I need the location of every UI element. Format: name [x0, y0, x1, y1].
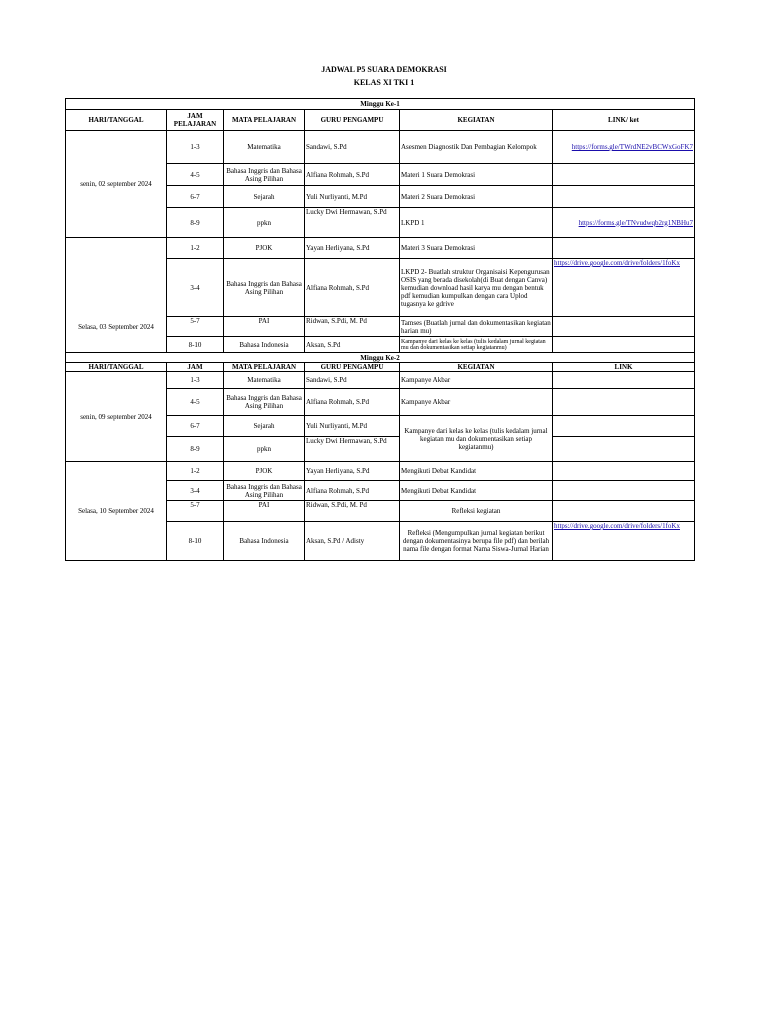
guru-cell: Aksan, S.Pd / Adisty	[305, 522, 400, 561]
mapel-cell: Bahasa Inggris dan Bahasa Asing Pilihan	[224, 481, 305, 501]
guru-cell: Lucky Dwi Hermawan, S.Pd	[305, 437, 400, 462]
link-cell	[553, 389, 695, 416]
link-cell	[553, 372, 695, 389]
mapel-cell: Bahasa Inggris dan Bahasa Asing Pilihan	[224, 164, 305, 186]
guru-cell: Aksan, S.Pd	[305, 337, 400, 353]
link-cell	[553, 462, 695, 481]
drive-folder-link[interactable]: https://drive.google.com/drive/folders/1foKx	[554, 522, 680, 530]
mapel-cell: Bahasa Inggris dan Bahasa Asing Pilihan	[224, 389, 305, 416]
guru-cell: Alfiana Rohmah, S.Pd	[305, 164, 400, 186]
kegiatan-cell: Asesmen Diagnostik Dan Pembagian Kelompok	[400, 131, 553, 164]
header-guru-pengampu: GURU PENGAMPU	[305, 363, 400, 372]
drive-folder-link[interactable]: https://drive.google.com/drive/folders/1foKx	[554, 259, 680, 267]
link-cell	[553, 522, 695, 561]
link-cell	[553, 337, 695, 353]
link-cell	[553, 416, 695, 437]
kegiatan-cell: Mengikuti Debat Kandidat	[400, 481, 553, 501]
jam-cell: 1-2	[167, 462, 224, 481]
link-cell	[553, 317, 695, 337]
link-cell	[553, 259, 695, 317]
form-link[interactable]: https://forms.gle/TWrdNE2vBCWxGoFK7	[571, 143, 694, 151]
guru-cell: Alfiana Rohmah, S.Pd	[305, 481, 400, 501]
mapel-cell: PAI	[224, 501, 305, 522]
schedule-table	[65, 98, 695, 561]
table-row	[66, 238, 695, 259]
kegiatan-cell: Kampanye dari kelas ke kelas (tulis kedalam jurnal kegiatan mu dan dokumentasikan setiap kegiatanmu)	[400, 416, 553, 462]
guru-cell: Yuli Nurliyanti, M.Pd	[305, 186, 400, 208]
link-cell	[553, 164, 695, 186]
link-cell	[553, 437, 695, 462]
form-link[interactable]: https://forms.gle/TNvudwqb2rg1NBHu7	[578, 218, 694, 227]
mapel-cell: ppkn	[224, 437, 305, 462]
jam-cell: 8-10	[167, 522, 224, 561]
kegiatan-cell: LKPD 2- Buatlah struktur Organisaisi Kepengurusan OSIS yang berada disekolah(di Buat dengan Canva) kemudian download hasil karya mu dengan bentuk pdf kemudian kumpulkan dengan cara Uplod tugasnya ke gdrive	[400, 259, 553, 317]
jam-cell: 8-10	[167, 337, 224, 353]
jam-cell: 4-5	[167, 164, 224, 186]
mapel-cell: PJOK	[224, 238, 305, 259]
table-row	[66, 372, 695, 389]
link-cell	[553, 481, 695, 501]
jam-cell: 6-7	[167, 186, 224, 208]
kegiatan-cell: Tamses (Buatlah jurnal dan dokumentasikan kegiatan harian mu)	[401, 318, 551, 335]
jam-cell: 8-9	[167, 208, 224, 238]
day-cell: senin, 02 september 2024	[66, 131, 167, 238]
link-cell	[553, 131, 695, 164]
jam-cell: 6-7	[167, 416, 224, 437]
day-cell: Selasa, 10 September 2024	[66, 462, 167, 561]
mapel-cell: Bahasa Indonesia	[224, 337, 305, 353]
mapel-cell: Sejarah	[224, 416, 305, 437]
guru-cell: Alfiana Rohmah, S.Pd	[305, 389, 400, 416]
guru-cell: Ridwan, S.Pdi, M. Pd	[305, 317, 400, 337]
header-kegiatan: KEGIATAN	[400, 110, 553, 131]
kegiatan-cell: Kampanye dari kelas ke kelas (tulis kedalam jurnal kegiatan mu dan dokumentasikan setiap kegiatanmu)	[400, 337, 553, 353]
header-hari-tanggal: HARI/TANGGAL	[66, 363, 167, 372]
day-cell: senin, 09 september 2024	[66, 372, 167, 462]
kegiatan-cell: Materi 1 Suara Demokrasi	[400, 164, 553, 186]
jam-cell: 8-9	[167, 437, 224, 462]
week-1-header-row	[66, 110, 695, 131]
guru-cell: Yayan Herliyana, S.Pd	[305, 462, 400, 481]
jam-cell: 1-2	[167, 238, 224, 259]
kegiatan-cell: Materi 2 Suara Demokrasi	[400, 186, 553, 208]
jam-cell: 5-7	[167, 317, 224, 337]
guru-cell: Sandawi, S.Pd	[305, 372, 400, 389]
link-cell	[553, 208, 695, 238]
table-row	[66, 131, 695, 164]
link-cell	[553, 238, 695, 259]
jam-cell: 5-7	[167, 501, 224, 522]
kegiatan-cell: Mengikuti Debat Kandidat	[400, 462, 553, 481]
jam-cell: 1-3	[167, 131, 224, 164]
header-kegiatan: KEGIATAN	[400, 363, 553, 372]
guru-cell: Yayan Herliyana, S.Pd	[305, 238, 400, 259]
header-guru-pengampu: GURU PENGAMPU	[305, 110, 400, 131]
guru-cell: Yuli Nurliyanti, M.Pd	[305, 416, 400, 437]
header-jam: JAM	[167, 363, 224, 372]
jam-cell: 1-3	[167, 372, 224, 389]
week-1-label: Minggu Ke-1	[66, 99, 695, 110]
header-link: LINK	[553, 363, 695, 372]
mapel-cell: Bahasa Indonesia	[224, 522, 305, 561]
mapel-cell: Sejarah	[224, 186, 305, 208]
kegiatan-cell: Kampanye Akbar	[400, 389, 553, 416]
week-2-header-row	[66, 363, 695, 372]
header-link: LINK/ ket	[553, 110, 695, 131]
kegiatan-cell: Kampanye Akbar	[400, 372, 553, 389]
link-cell	[553, 501, 695, 522]
mapel-cell: PJOK	[224, 462, 305, 481]
jam-cell: 3-4	[167, 259, 224, 317]
mapel-cell: ppkn	[224, 208, 305, 238]
table-row	[66, 462, 695, 481]
document-title: JADWAL P5 SUARA DEMOKRASI	[321, 65, 447, 74]
week-2-label: Minggu Ke-2	[66, 353, 695, 363]
kegiatan-cell: Refleksi (Mengumpulkan jurnal kegiatan berikut dengan dokumentasinya berupa file pdf) dan berilah nama file dengan format Nama Siswa-Jurnal Harian	[400, 522, 553, 561]
mapel-cell: Bahasa Inggris dan Bahasa Asing Pilihan	[224, 259, 305, 317]
guru-cell: Alfiana Rohmah, S.Pd	[305, 259, 400, 317]
header-mata-pelajaran: MATA PELAJARAN	[224, 363, 305, 372]
header-hari-tanggal: HARI/TANGGAL	[66, 110, 167, 131]
kegiatan-cell: Materi 3 Suara Demokrasi	[400, 238, 553, 259]
guru-cell: Sandawi, S.Pd	[305, 131, 400, 164]
header-jam: JAM PELAJARAN	[167, 110, 224, 131]
mapel-cell: Matematika	[224, 372, 305, 389]
mapel-cell: PAI	[224, 317, 305, 337]
guru-cell: Lucky Dwi Hermawan, S.Pd	[305, 208, 400, 238]
class-subtitle: KELAS XI TKI 1	[353, 78, 415, 87]
guru-cell: Ridwan, S.Pdi, M. Pd	[305, 501, 400, 522]
kegiatan-cell: Refleksi kegiatan	[400, 501, 553, 522]
kegiatan-cell: LKPD 1	[400, 208, 553, 238]
day-cell: Selasa, 03 September 2024	[66, 238, 167, 353]
header-mata-pelajaran: MATA PELAJARAN	[224, 110, 305, 131]
mapel-cell: Matematika	[224, 131, 305, 164]
link-cell	[553, 186, 695, 208]
jam-cell: 3-4	[167, 481, 224, 501]
jam-cell: 4-5	[167, 389, 224, 416]
